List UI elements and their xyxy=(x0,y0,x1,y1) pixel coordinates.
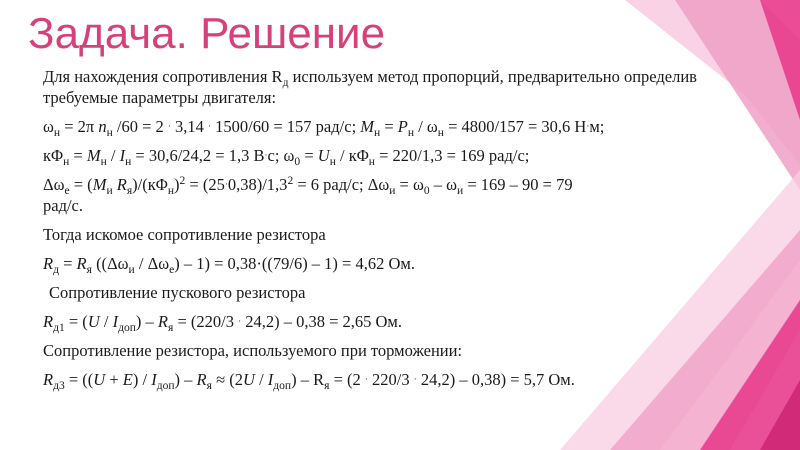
slide-title: Задача. Решение xyxy=(28,9,386,58)
formula-line-rd: $R_д = R_я$ $((\Delta\omega_и / \Delta\omega_e) - 1) = 0,38\cdot((79/6) - 1) = 4,62$ Ом. xyxy=(43,254,415,276)
solution-text xyxy=(43,66,748,390)
formula-line-kphi: $к\Phi_н = M_н / I_н = 30,6/24,2 = 1,3$ В·с; $\omega_0 = U_н / к\Phi_н = 220/1,3 = 169$ рад/с; xyxy=(43,146,530,168)
text-start-resistor: Сопротивление пускового резистора xyxy=(49,283,306,302)
intro-paragraph: Для нахождения сопротивления $R_д$ используем метод пропорций, предварительно определив требуемые параметры двигателя: xyxy=(43,67,697,107)
text-brake-resistor: Сопротивление резистора, используемого при торможении: xyxy=(43,341,463,360)
text-then-resistance: Тогда искомое сопротивление резистора xyxy=(43,225,326,244)
formula-line-rd1: $R_{д1} = (U / I_{доп}) - R_я = (220/3 \cdot 24,2) - 0,38 = 2,65$ Ом. xyxy=(43,312,402,334)
formula-line-rd3: $R_{д3} = ((U + E) / I_{доп}) - R_я \approx (2U / I_{доп}) - R_я = (2 \cdot 220/3 \cdot 24,2) - 0,38) = 5,7$ Ом. xyxy=(43,370,575,392)
formula-line-rated-speed: $\omega_н = 2\pi$ $n_н$ /60 = 2 · 3,14 · 1500/60 = 157 рад/с; $M_н = P_н / \omega_н = 4800/157 = 30,6$ Н·м; xyxy=(43,117,605,139)
formula-line-delta-omega: $\Delta\omega_e = (M_и$ $R_я)/(к\Phi_н)^2 = (25\cdot 0,38)/1,3^2 = 6$ рад/с; $\Delta\omega_и = \omega_0 - \omega_и = 169 - 90 = 79$ рад/с. xyxy=(43,175,573,215)
